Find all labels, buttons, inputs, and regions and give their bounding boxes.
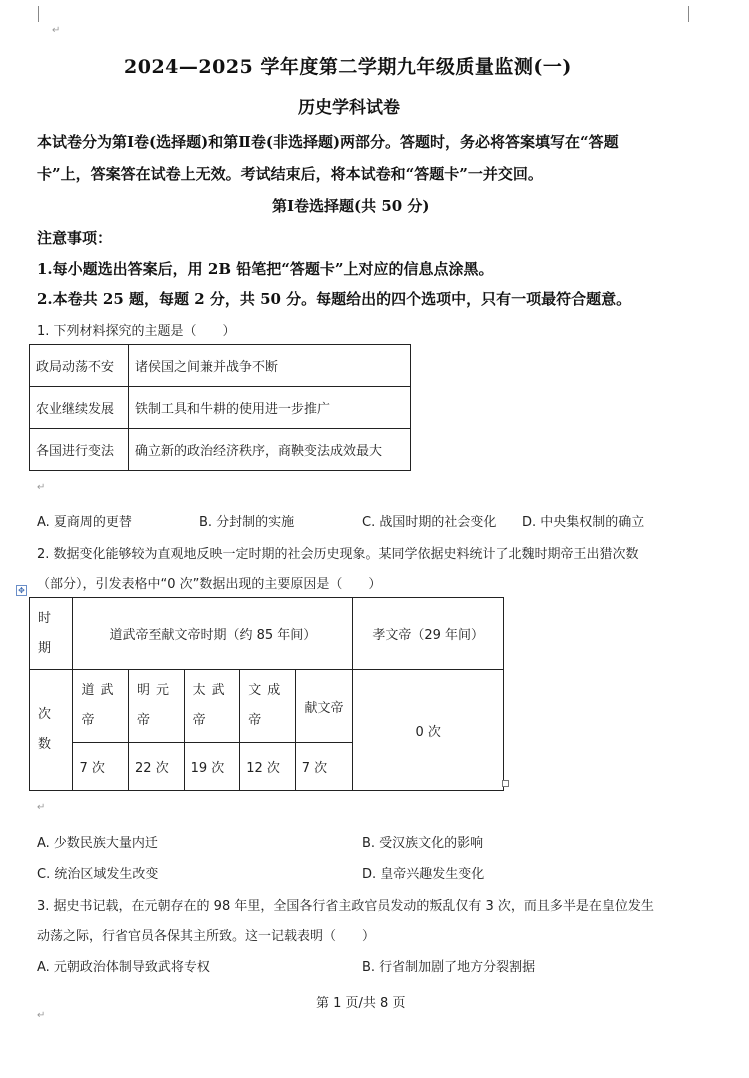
table-cell: 铁制工具和牛耕的使用进一步推广 bbox=[129, 387, 411, 429]
table-cell: 各国进行变法 bbox=[30, 429, 129, 471]
notes-item-1: 1.每小题选出答案后，用 2B 铅笔把“答题卡”上对应的信息点涂黑。 bbox=[37, 260, 494, 278]
q1-stem: 1. 下列材料探究的主题是（ ） bbox=[37, 324, 236, 339]
q3-option-b: B. 行省制加剧了地方分裂割据 bbox=[362, 960, 536, 975]
subject-title: 历史学科试卷 bbox=[298, 98, 400, 118]
notes-item-2: 2.本卷共 25 题，每题 2 分，共 50 分。每题给出的四个选项中，只有一项最符合题意。 bbox=[37, 290, 632, 308]
notes-heading: 注意事项： bbox=[37, 229, 113, 247]
section-title: 第Ⅰ卷选择题(共 50 分) bbox=[272, 197, 430, 215]
q2-option-d: D. 皇帝兴趣发生变化 bbox=[362, 867, 485, 882]
table-row bbox=[30, 345, 411, 387]
page-number: 第 1 页/共 8 页 bbox=[316, 996, 406, 1011]
table-cell: 确立新的政治经济秩序，商鞅变法成效最大 bbox=[129, 429, 411, 471]
table-move-handle-icon[interactable]: ✥ bbox=[16, 585, 27, 596]
period-label: 时期 bbox=[30, 598, 73, 670]
intro-line-1: 本试卷分为第Ⅰ卷(选择题)和第Ⅱ卷(非选择题)两部分。答题时，务必将答案填写在“答题 bbox=[37, 133, 619, 151]
count-cell: 7 次 bbox=[295, 743, 353, 791]
q2-option-c: C. 统治区域发生改变 bbox=[37, 867, 159, 882]
table-row bbox=[30, 598, 504, 670]
q3-option-a: A. 元朝政治体制导致武将专权 bbox=[37, 960, 210, 975]
table-resize-handle[interactable] bbox=[502, 780, 509, 787]
paragraph-mark-bottom: ↵ bbox=[37, 1010, 46, 1021]
q3-stem-line-1: 3. 据史书记载，在元朝存在的 98 年里，全国各行省主政官员发动的叛乱仅有 3 次，而且多半是在皇位发生 bbox=[37, 899, 654, 914]
table-cell: 农业继续发展 bbox=[30, 387, 129, 429]
q2-option-b: B. 受汉族文化的影响 bbox=[362, 836, 484, 851]
paragraph-mark: ↵ bbox=[37, 482, 46, 493]
table-row bbox=[30, 670, 504, 743]
xiaowen-count: 0 次 bbox=[353, 670, 504, 791]
count-cell: 22 次 bbox=[129, 743, 185, 791]
table-cell: 政局动荡不安 bbox=[30, 345, 129, 387]
emperor-name: 献文帝 bbox=[295, 670, 353, 743]
q2-hunting-table bbox=[29, 597, 504, 791]
table-cell: 诸侯国之间兼并战争不断 bbox=[129, 345, 411, 387]
q3-stem-line-2: 动荡之际，行省官员各保其主所致。这一记载表明（ ） bbox=[37, 929, 376, 944]
crop-mark-left bbox=[38, 6, 39, 22]
emperor-name: 太武帝 bbox=[184, 670, 240, 743]
q1-option-b: B. 分封制的实施 bbox=[199, 515, 295, 530]
q2-stem-line-1: 2. 数据变化能够较为直观地反映一定时期的社会历史现象。某同学依据史料统计了北魏时期帝王出猎次数 bbox=[37, 547, 639, 562]
group-xiaowen: 孝文帝（29 年间） bbox=[353, 598, 504, 670]
table-row bbox=[30, 429, 411, 471]
count-cell: 12 次 bbox=[240, 743, 296, 791]
q1-option-d: D. 中央集权制的确立 bbox=[522, 515, 645, 530]
q1-option-a: A. 夏商周的更替 bbox=[37, 515, 132, 530]
count-label: 次数 bbox=[30, 670, 73, 791]
paragraph-mark: ↵ bbox=[37, 802, 46, 813]
q2-option-a: A. 少数民族大量内迁 bbox=[37, 836, 158, 851]
paragraph-mark-top: ↵ bbox=[52, 25, 61, 36]
q1-option-c: C. 战国时期的社会变化 bbox=[362, 515, 497, 530]
exam-title: 2024—2025 学年度第二学期九年级质量监测(一) bbox=[124, 56, 572, 78]
crop-mark-right bbox=[688, 6, 689, 22]
q2-stem-line-2: （部分），引发表格中“0 次”数据出现的主要原因是（ ） bbox=[37, 577, 382, 592]
group-early-emperors: 道武帝至献文帝时期（约 85 年间） bbox=[73, 598, 353, 670]
emperor-name: 道武帝 bbox=[73, 670, 129, 743]
q1-material-table bbox=[29, 344, 411, 471]
emperor-name: 文成帝 bbox=[240, 670, 296, 743]
count-cell: 19 次 bbox=[184, 743, 240, 791]
table-row bbox=[30, 387, 411, 429]
intro-line-2: 卡”上，答案答在试卷上无效。考试结束后，将本试卷和“答题卡”一并交回。 bbox=[37, 165, 543, 183]
count-cell: 7 次 bbox=[73, 743, 129, 791]
emperor-name: 明元帝 bbox=[129, 670, 185, 743]
